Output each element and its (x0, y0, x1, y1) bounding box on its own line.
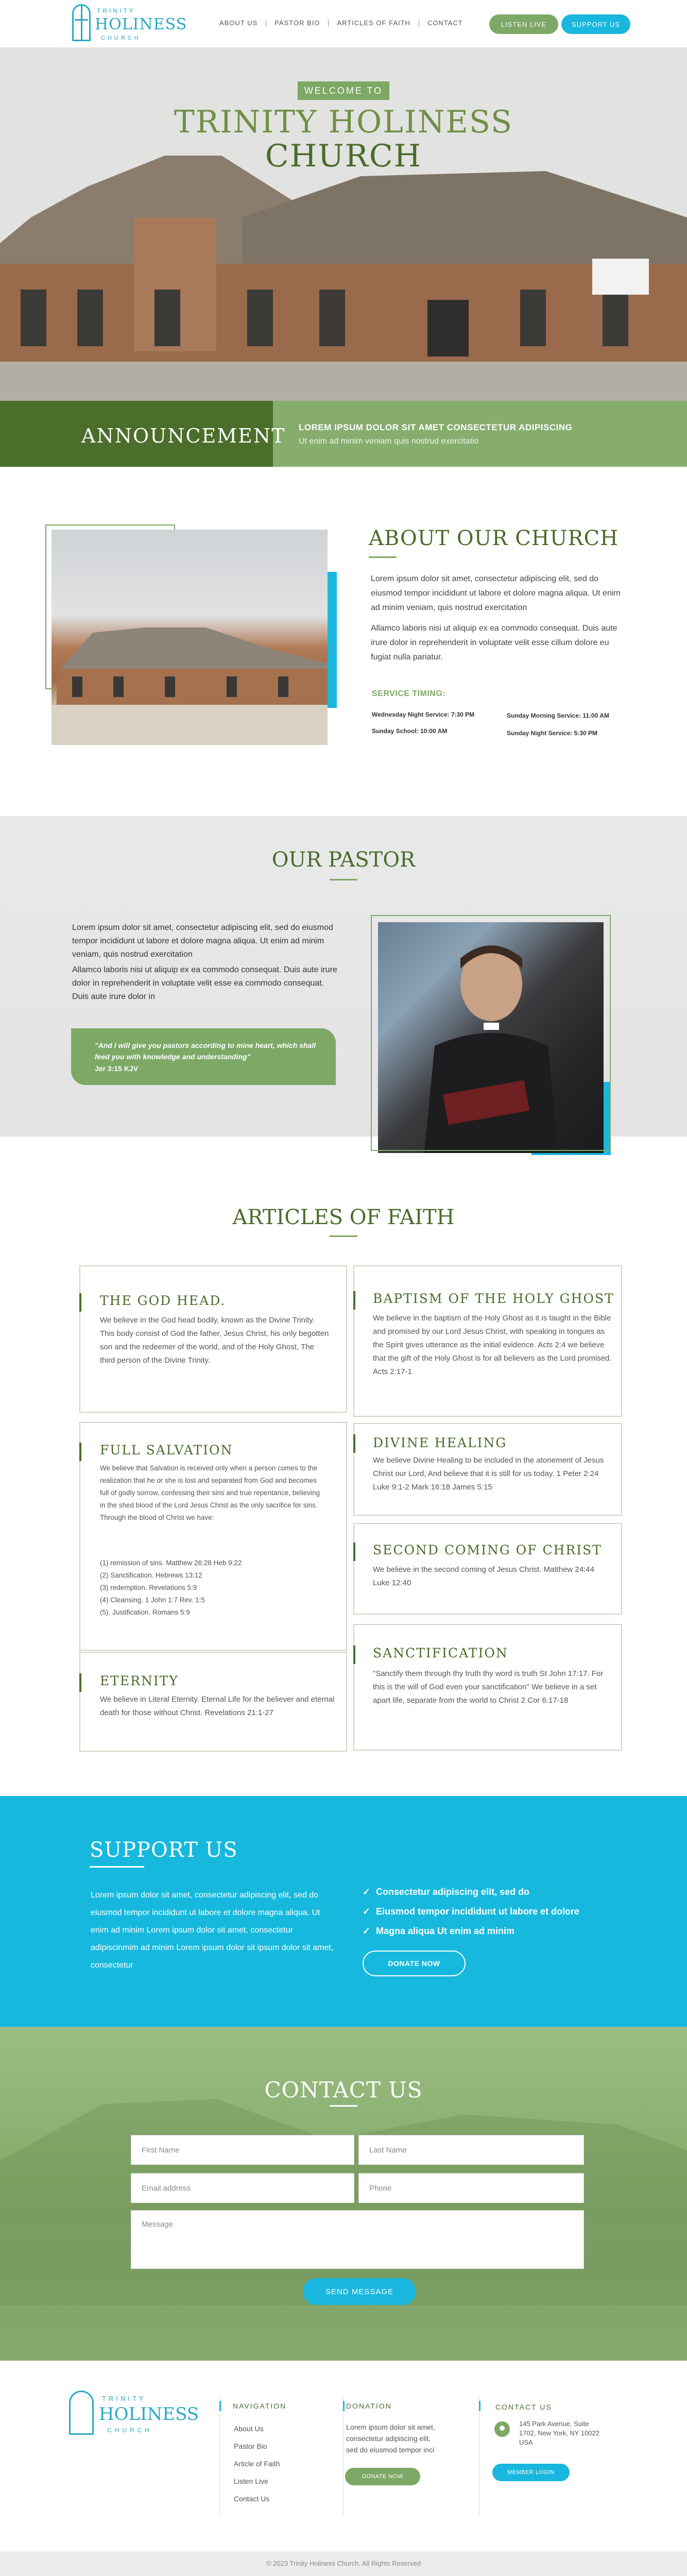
main-nav (211, 20, 471, 27)
card-accent-bar (79, 1673, 81, 1692)
first-name-field[interactable]: First Name (131, 2135, 354, 2165)
article-text: We believe in the second coming of Jesus Christ. Matthew 24:44 Luke 12:40 (373, 1565, 594, 1587)
about-paragraph-2: Allamco laboris nisi ut aliquip ex ea commodo consequat. Duis aute irure dolor in reprehenderit in voluptate velit esse cillum dolore eu fugiat nulla pariatur. (371, 624, 617, 662)
footer-link-contact-us[interactable]: Contact Us (234, 2495, 270, 2503)
article-card-sanctification (353, 1624, 622, 1751)
support-text: Lorem ipsum dolor sit amet, consectetur adipiscing elit, sed do eiusmod tempor incididunt ut labore et dolore magna aliqua. Ut enim ad minim Lorem ipsum dolor sit amet, consectetur adipiscinmim ad minim Lorem ipsum dolor sit ipsum dolor sit amet, consectetur (91, 1891, 334, 1970)
nav-pastor-bio[interactable]: PASTOR BIO (266, 20, 329, 27)
listen-live-button[interactable]: LISTEN LIVE (489, 14, 558, 34)
logo-line2: HOLINESS (95, 15, 187, 33)
check-label: Magna aliqua Ut enim ad minim (376, 1926, 515, 1936)
article-card-second-coming (353, 1523, 622, 1615)
location-pin-icon (494, 2421, 510, 2437)
hero-title-line1: TRINITY HOLINESS (174, 104, 513, 140)
church-logo[interactable] (72, 3, 187, 45)
footer-nav-heading: NAVIGATION (233, 2402, 287, 2410)
article-text: We believe that Salvation is received only when a person comes to the realization that he or she is lost and separated from God and becomes full of godly sorrow, confessing their sins and true repentance, believing in the shed blood of the Lord Jesus Christ as the only sacrifice for sins. Through the blood of Christ we have: (100, 1464, 320, 1521)
card-accent-bar (79, 1443, 81, 1461)
support-check-item (363, 1926, 514, 1937)
footer-link-article-of-faith[interactable]: Article of Faith (234, 2460, 280, 2468)
footer-divider (219, 2397, 220, 2515)
phone-field[interactable]: Phone (358, 2173, 584, 2203)
logo-line3: CHURCH (101, 35, 141, 41)
footer-donation-heading: DONATION (346, 2402, 392, 2410)
church-photo-illustration (51, 530, 328, 745)
footer-heading-bar (219, 2401, 221, 2411)
about-title: ABOUT OUR CHURCH (369, 527, 619, 550)
contact-title-underline (330, 2105, 357, 2107)
pastor-paragraph-2: Allamco laboris nisi ut aliquip ex ea commodo consequat. Duis aute irure dolor in reprehenderit in voluptate velit esse ea commodo consequat. Duis aute irure dolor in (72, 965, 337, 1001)
check-label: Consectetur adipiscing elit, sed do (376, 1887, 530, 1897)
article-list-item: (3) redemption. Revelations 5:9 (100, 1584, 197, 1591)
article-text: We believe in Literal Eternity. Eternal Life for the believer and eternal death for those without Christ. Revelations 21:1-27 (100, 1695, 335, 1717)
footer-link-listen-live[interactable]: Listen Live (234, 2477, 268, 2485)
scripture-quote-box (71, 1028, 336, 1085)
pastor-paragraph-1: Lorem ipsum dolor sit amet, consectetur adipiscing elit, sed do eiusmod tempor incididunt ut labore et dolore magna aliqua. Ut enim ad minim veniam, quis nostrud exercitation (72, 923, 333, 959)
articles-title-underline (330, 1235, 357, 1237)
pastor-title-underline (330, 879, 357, 880)
timing-sunday-morning: Sunday Morning Service: 11:00 AM (507, 712, 609, 719)
article-card-divine-healing (353, 1423, 622, 1516)
hero-title-line2: CHURCH (265, 138, 422, 174)
announcement-subtext: Ut enim ad minim veniam quis nostrud exercitatio (299, 437, 479, 446)
footer-logo[interactable] (69, 2391, 199, 2437)
support-title: SUPPORT US (90, 1838, 238, 1862)
site-header (0, 0, 687, 47)
checkmark-icon: ✓ (363, 1926, 371, 1936)
nav-articles-of-faith[interactable]: ARTICLES OF FAITH (329, 20, 419, 27)
send-message-button[interactable]: SEND MESSAGE (303, 2278, 416, 2305)
message-field[interactable]: Message (131, 2210, 584, 2269)
timing-wednesday: Wednesday Night Service: 7:30 PM (372, 711, 475, 718)
article-card-baptism (353, 1265, 622, 1417)
article-list-item: (5). Justification. Romans 5:9 (100, 1608, 190, 1616)
contact-title: CONTACT US (264, 2077, 423, 2103)
footer-link-about-us[interactable]: About Us (234, 2425, 264, 2433)
card-accent-bar (353, 1434, 355, 1453)
card-accent-bar (79, 1293, 81, 1312)
welcome-badge: WELCOME TO (298, 81, 389, 100)
about-paragraph-1: Lorem ipsum dolor sit amet, consectetur adipiscing elit, sed do eiusmod tempor incididunt ut labore et dolore magna aliqua. Ut enim ad minim veniam, quis nostrud exercitation (371, 574, 621, 612)
checkmark-icon: ✓ (363, 1887, 371, 1897)
site-footer (0, 2361, 687, 2551)
announcement-label: ANNOUNCEMENT (81, 425, 286, 447)
article-title: SANCTIFICATION (373, 1646, 508, 1660)
card-accent-bar (353, 1646, 355, 1664)
support-title-underline (90, 1866, 144, 1868)
article-list-item: (1) remission of sins. Matthew 26:28 Heb 9:22 (100, 1559, 242, 1567)
article-card-eternity (79, 1652, 347, 1752)
logo-line1: TRINITY (97, 7, 135, 14)
article-text: We believe in the God head bodily, known as the Divine Trinity. This body consist of God the father, Jesus Christ, his only begotten son and the redeemer of the world, and of the Holy Ghost, The third person of the Divine Trinity. (100, 1316, 329, 1365)
member-login-button[interactable]: MEMBER LOGIN (492, 2464, 570, 2481)
church-window-icon (72, 4, 91, 41)
copyright-bar: © 2023 Trinity Holiness Church. All Rights Reserved (0, 2551, 687, 2576)
church-photo (51, 530, 328, 745)
footer-link-pastor-bio[interactable]: Pastor Bio (234, 2442, 267, 2450)
support-check-item (363, 1887, 529, 1897)
footer-donate-button[interactable]: DONATE NOW (345, 2468, 420, 2485)
footer-heading-bar (343, 2401, 345, 2411)
check-label: Eiusmod tempor incididunt ut labore et dolore (376, 1906, 580, 1917)
nav-about-us[interactable]: ABOUT US (211, 20, 266, 27)
service-timing-heading: SERVICE TIMING: (372, 689, 446, 698)
article-title: BAPTISM OF THE HOLY GHOST (373, 1291, 614, 1306)
articles-title: ARTICLES OF FAITH (232, 1206, 455, 1229)
donate-now-button[interactable]: DONATE NOW (363, 1951, 466, 1976)
article-card-full-salvation (79, 1422, 347, 1651)
article-text: We believe Divine Healing to be included in the atonement of Jesus Christ our Lord, And believe that it is still for us today. 1 Peter 2:24 Luke 9:1-2 Mark 16:18 James 5:15 (373, 1456, 604, 1492)
footer-donation-text: Lorem ipsum dolor sit amet, consectetur adipiscing elit, sed do eiusmod tempor inci (346, 2423, 435, 2454)
support-check-item (363, 1906, 579, 1917)
timing-sunday-night: Sunday Night Service: 5:30 PM (507, 730, 598, 737)
footer-logo-line1: TRINITY (102, 2395, 146, 2402)
email-field[interactable]: Email address (131, 2173, 354, 2203)
last-name-field[interactable]: Last Name (358, 2135, 584, 2165)
card-accent-bar (353, 1291, 355, 1310)
article-text: "Sanctify them through thy truth thy word is truth St John 17:17. For this is the will of God even your sanctification" We believe in a set apart life, separate from the world to Christ 2 Cor 6:17-18 (373, 1669, 604, 1705)
article-title: FULL SALVATION (100, 1443, 233, 1458)
footer-address: 145 Park Avenue, Suite 1702, New York, NY 10022 USA (519, 2420, 599, 2446)
article-card-god-head (79, 1265, 347, 1413)
article-list-item: (4) Cleansing. 1 John 1:7 Rev. 1:5 (100, 1596, 205, 1604)
footer-logo-line3: CHURCH (107, 2427, 152, 2434)
church-window-icon (69, 2391, 94, 2435)
church-building-illustration (0, 47, 687, 401)
scripture-reference: Jer 3:15 KJV (95, 1064, 139, 1073)
timing-sunday-school: Sunday School: 10:00 AM (372, 727, 448, 735)
article-title: SECOND COMING OF CHRIST (373, 1543, 602, 1557)
pastor-title: OUR PASTOR (271, 848, 416, 872)
announcement-headline: LOREM IPSUM DOLOR SIT AMET CONSECTETUR ADIPISCING (299, 422, 573, 432)
article-title: DIVINE HEALING (373, 1435, 507, 1450)
footer-contact-heading: CONTACT US (495, 2403, 552, 2411)
article-title: ETERNITY (100, 1673, 179, 1688)
footer-logo-line2: HOLINESS (99, 2404, 199, 2425)
scripture-quote: "And I will give you pastors according to mine heart, which shall feed you with knowledge and understanding" (95, 1041, 316, 1061)
hero-banner (0, 47, 687, 401)
card-accent-bar (353, 1543, 355, 1561)
pastor-photo-frame (371, 915, 611, 1151)
article-list-item: (2) Sanctification. Hebrews 13:12 (100, 1571, 202, 1579)
footer-heading-bar (479, 2401, 480, 2411)
article-text: We believe in the baptism of the Holy Ghost as it is taught in the Bible and promised by our Lord Jesus Christ, with speaking in tongues as the Spirit gives utterance as the initial evidence. Acts 2:4 we believe that the gift of the Holy Ghost is for all believers as the Lord promised. Acts 2:17-1 (373, 1314, 612, 1376)
announcement-bar (0, 401, 687, 467)
about-title-underline (369, 556, 397, 558)
article-title: THE GOD HEAD. (100, 1293, 226, 1308)
checkmark-icon: ✓ (363, 1906, 371, 1917)
support-us-button[interactable]: SUPPORT US (561, 14, 630, 34)
nav-contact[interactable]: CONTACT (427, 19, 463, 27)
